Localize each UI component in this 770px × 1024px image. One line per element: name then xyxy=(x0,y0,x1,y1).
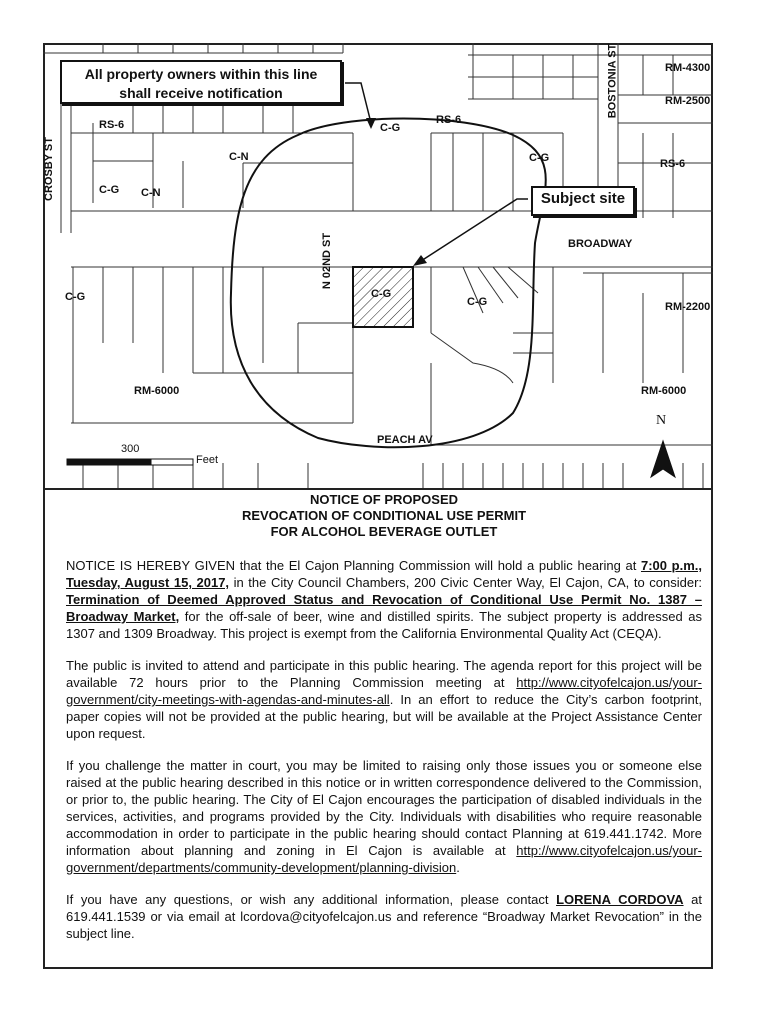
p1-text-a: NOTICE IS HEREBY GIVEN that the El Cajon Planning Commission will hold a public hearing at xyxy=(66,558,641,573)
zone-label: C-G xyxy=(371,288,392,300)
zone-label: RS-6 xyxy=(660,158,686,170)
p3-text-a: If you challenge the matter in court, you may be limited to raising only those issues you or someone else raised at the public hearing described in this notice or in written correspondence delivered to the Commission, or prior to, the public hearing. The City of El Cajon encourages the participation of disabled individuals in the services, activities, and programs provided by the City. Individuals with disabilities who require reasonable accommodation in order to participate in the public hearing should contact Planning at 619.441.1742. More information about planning and zoning in El Cajon is available at xyxy=(66,758,702,858)
p2-text-a: The public is invited to attend and participate in this public hearing. The agenda report for this project will be available 72 hours prior to the Planning Commission meeting at xyxy=(66,658,702,690)
contact-name: LORENA CORDOVA xyxy=(556,892,684,907)
zone-label: RM-6000 xyxy=(134,385,180,397)
hearing-subject: Termination of Deemed Approved Status and Revocation of Conditional Use Permit No. 1387 – Broadway Market, xyxy=(66,592,702,624)
subject-site-callout: Subject site xyxy=(531,186,635,216)
zone-label: C-N xyxy=(141,187,161,199)
p4-text-a: If you have any questions, or wish any additional information, please contact xyxy=(66,892,557,907)
street-n-02nd: N 02ND ST xyxy=(321,232,334,290)
agenda-link[interactable]: http://www.cityofelcajon.us/your-government/city-meetings-with-agendas-and-minutes-all xyxy=(66,675,702,707)
notice-title-line-1: NOTICE OF PROPOSED xyxy=(309,492,459,507)
zone-label: C-N xyxy=(229,151,249,163)
zone-label: RS-6 xyxy=(436,114,462,126)
north-label: N xyxy=(656,413,667,428)
zone-label: RM-2500 xyxy=(665,95,711,107)
p4-text-b: at 619.441.1539 or via email at lcordova@cityofelcajon.us and reference “Broadway Market Revocation” in the subject line. xyxy=(66,892,702,941)
notice-title-line-3: FOR ALCOHOL BEVERAGE OUTLET xyxy=(270,524,498,539)
zoning-map xyxy=(43,43,713,488)
zone-label: RM-4300 xyxy=(665,62,711,74)
zone-label: C-G xyxy=(467,296,488,308)
notification-callout-line-2: shall receive notification xyxy=(119,85,283,101)
street-peach: PEACH AV xyxy=(377,434,433,446)
scale-value: 300 xyxy=(121,443,140,455)
paragraph-court xyxy=(66,757,702,876)
paragraph-contact xyxy=(66,891,702,942)
notification-callout xyxy=(60,60,342,104)
notice-title xyxy=(66,492,702,540)
section-divider xyxy=(43,488,713,490)
zone-label: C-G xyxy=(65,291,86,303)
p1-text-c: for the off-sale of beer, wine and distilled spirits. The subject property is addressed as 1307 and 1309 Broadway. This project is exempt from the California Environmental Quality Act (CEQA). xyxy=(66,609,702,641)
notification-callout-line-1: All property owners within this line xyxy=(84,66,318,82)
street-bostonia: BOSTONIA ST xyxy=(606,43,619,119)
street-broadway: BROADWAY xyxy=(568,238,633,250)
north-arrow-icon xyxy=(651,441,675,477)
planning-link[interactable]: http://www.cityofelcajon.us/your-government/departments/community-development/planning-division xyxy=(66,843,702,875)
paragraph-agenda xyxy=(66,657,702,742)
zone-label: C-G xyxy=(380,122,401,134)
zone-label: RS-6 xyxy=(99,119,125,131)
hearing-time: 7:00 p.m., Tuesday, August 15, 2017, xyxy=(66,558,702,590)
notice-text xyxy=(66,492,702,957)
p2-text-b: . In an effort to reduce the City’s carbon footprint, paper copies will not be provided at the public hearing, but will be available at the Project Assistance Center upon request. xyxy=(66,692,702,741)
scale-unit: Feet xyxy=(196,454,219,466)
p3-text-b: . xyxy=(456,860,460,875)
zone-label: RM-6000 xyxy=(641,385,687,397)
zone-label: RM-2200 xyxy=(665,301,711,313)
notice-title-line-2: REVOCATION OF CONDITIONAL USE PERMIT xyxy=(241,508,527,523)
zone-label: C-G xyxy=(529,152,550,164)
zone-label: C-G xyxy=(99,184,120,196)
paragraph-hearing xyxy=(66,557,702,642)
p1-text-b: in the City Council Chambers, 200 Civic Center Way, El Cajon, CA, to consider: xyxy=(229,575,703,590)
street-crosby: CROSBY ST xyxy=(42,137,55,201)
